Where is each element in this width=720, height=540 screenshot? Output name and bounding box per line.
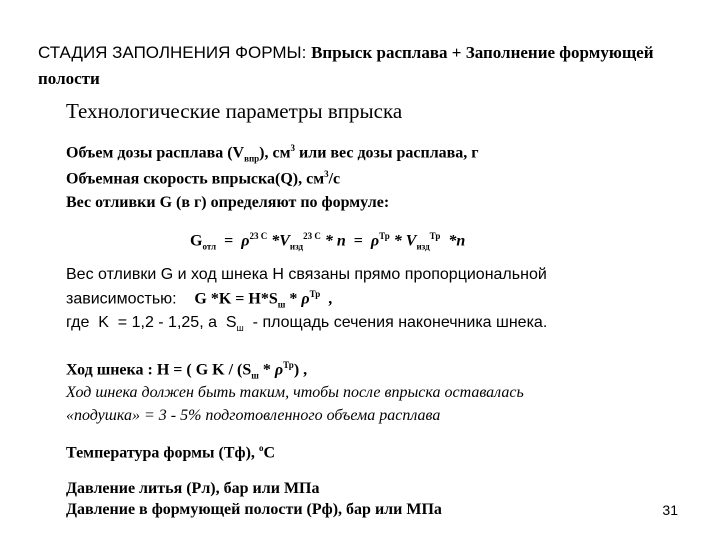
stroke-line (66, 360, 307, 381)
relation-line-3 (66, 314, 547, 333)
stroke-sub: ш (251, 370, 259, 381)
stroke-rho: ρ (274, 361, 284, 379)
dose-sub: впр (244, 153, 260, 164)
dose-sup: 3 (290, 143, 295, 153)
section-heading: Технологические параметры впрыска (66, 99, 403, 123)
formula-g-sub: отл (202, 241, 217, 252)
relation-line-2-prefix: зависимостью: (66, 290, 195, 308)
relation-line-2 (66, 289, 332, 310)
formula-v2-sub: изд (416, 241, 430, 252)
formula-v2: * V (389, 232, 417, 250)
dose-text-2: ), см (259, 144, 291, 162)
relation-line-3-rest: - площадь сечения наконечника шнека. (243, 314, 548, 331)
stroke-note-line-1: Ход шнека должен быть таким, чтобы после впрыска оставалась (66, 384, 524, 401)
formula-g: G (190, 232, 203, 250)
relation-line-1: Вес отливки G и ход шнека H связаны прямо пропорциональной (66, 266, 547, 283)
temperature-degree: о (258, 443, 264, 453)
speed-sup: 3 (324, 169, 329, 179)
stroke-note-line-2: «подушка» = 3 - 5% подготовленного объема расплава (66, 407, 441, 424)
relation-rho-sup: Тр (309, 289, 321, 299)
formula-v2-sup: Тр (429, 231, 441, 241)
weight-formula (190, 231, 465, 252)
stroke-text-2: * (258, 361, 275, 379)
temperature-unit: С (263, 444, 275, 462)
slide-title-rest: Впрыск расплава + Заполнение формующей полости (38, 43, 654, 88)
relation-formula-sub: ш (277, 299, 286, 310)
temperature-line (66, 443, 275, 462)
formula-rho2: ρ (370, 232, 380, 250)
speed-line (66, 169, 340, 188)
slide-title (38, 40, 688, 92)
dose-text: Объем дозы расплава (V (66, 144, 245, 162)
relation-line-3-prefix: где K = 1,2 - 1,25, а S (66, 314, 237, 331)
pressure-line-1: Давление литья (Рл), бар или МПа (66, 480, 320, 497)
speed-text: Объемная скорость впрыска(Q), см (66, 170, 325, 188)
dose-line (66, 143, 479, 164)
formula-v1-sub: изд (289, 241, 304, 252)
relation-line-3-sub: ш (236, 323, 244, 334)
relation-formula-end: , (320, 290, 333, 308)
formula-eq2: = (345, 232, 371, 250)
speed-text-2: /с (328, 170, 341, 188)
relation-formula: G *K = H*S (194, 290, 278, 308)
weight-line: Вес отливки G (в г) определяют по формуле: (66, 194, 390, 211)
stroke-text-3: ) , (293, 361, 308, 379)
formula-rho1-sup: 23 С (249, 231, 268, 241)
formula-v1-sup: 23 С (303, 231, 321, 241)
dose-text-3: или вес дозы расплава, г (295, 144, 479, 162)
relation-rho: ρ (301, 290, 310, 308)
formula-n2: *n (440, 232, 466, 250)
formula-rho2-sup: Тр (379, 231, 390, 241)
relation-formula-tail: * (285, 290, 302, 308)
slide-title-prefix: СТАДИЯ ЗАПОЛНЕНИЯ ФОРМЫ: (38, 43, 312, 62)
page-number: 31 (662, 502, 678, 518)
formula-v1: *V (267, 232, 290, 250)
formula-eq1: = (216, 232, 242, 250)
pressure-line-2: Давление в формующей полости (Рф), бар или МПа (66, 501, 442, 518)
temperature-text: Температура формы (Тф), (66, 444, 259, 462)
formula-n1: * n (320, 232, 346, 250)
stroke-sup: Тр (283, 360, 294, 370)
formula-rho1: ρ (241, 232, 250, 250)
stroke-text: Ход шнека : H = ( G K / (S (66, 361, 252, 379)
